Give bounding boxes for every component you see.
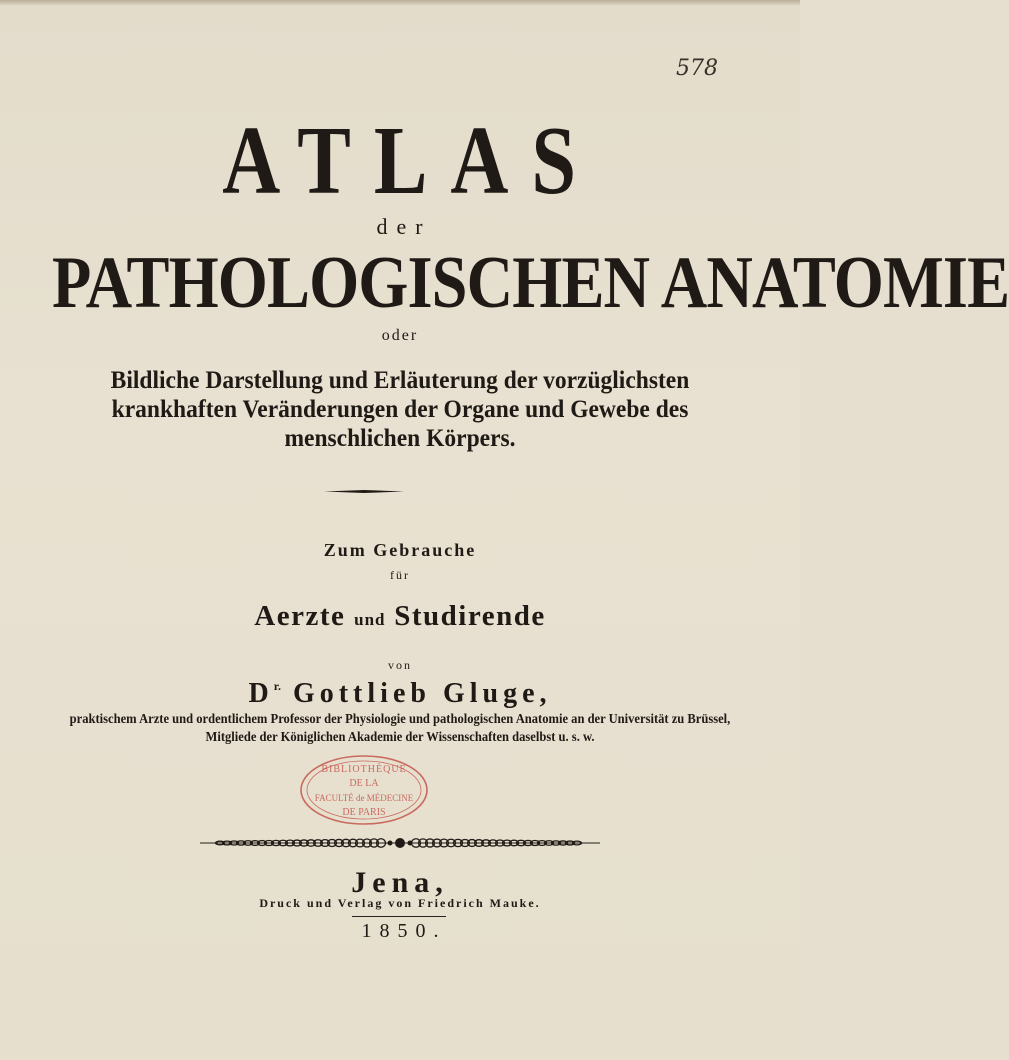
- author-name: Gottlieb Gluge,: [292, 678, 552, 709]
- imprint-publisher: Druck und Verlag von Friedrich Mauke.: [259, 896, 541, 910]
- svg-text:FACULTÉ de MÉDECINE: FACULTÉ de MÉDECINE: [314, 793, 414, 803]
- subtitle-line-1: Bildliche Darstellung und Erläuterung der vorzüglichsten: [110, 367, 690, 394]
- library-stamp: [296, 752, 432, 828]
- subtitle-line-3: menschlichen Körpers.: [284, 425, 516, 452]
- author-description-1: praktischem Arzte und ordentlichem Professor der Physiologie und pathologischen Anatomie an der Universität zu Brüssel,: [69, 711, 731, 726]
- usage-intro: Zum Gebrauche: [323, 540, 477, 560]
- main-title: ATLAS: [222, 107, 600, 215]
- ornamental-rule: [200, 836, 600, 850]
- imprint-place: Jena,: [351, 866, 449, 899]
- audience-part-2: Studirende: [394, 600, 546, 632]
- by-word: von: [388, 658, 412, 672]
- usage-for: für: [390, 568, 410, 582]
- or-word: oder: [381, 327, 419, 344]
- title-connector: der: [376, 214, 432, 239]
- svg-text:DE LA: DE LA: [349, 778, 379, 789]
- svg-text:BIBLIOTHÈQUE: BIBLIOTHÈQUE: [321, 764, 407, 775]
- author-description-2: Mitgliede der Königlichen Akademie der Wissenschaften daselbst u. s. w.: [205, 729, 595, 744]
- subject-title: PATHOLOGISCHEN ANATOMIE: [52, 242, 1009, 324]
- audience-part-1: Aerzte: [254, 600, 346, 632]
- author-title: D: [248, 678, 274, 709]
- audience-and: und: [354, 610, 386, 629]
- page-number: 578: [676, 56, 718, 81]
- page-top-edge: [0, 0, 800, 6]
- author-title-suffix: r.: [273, 679, 281, 693]
- svg-text:DE PARIS: DE PARIS: [342, 807, 386, 818]
- audience-line: [0, 600, 800, 633]
- author-line: [0, 678, 800, 710]
- imprint-year: 1850.: [361, 920, 447, 942]
- decorative-rule: [324, 490, 404, 493]
- year-rule: [352, 916, 446, 917]
- subtitle-line-2: krankhaften Veränderungen der Organe und Gewebe des: [111, 396, 689, 423]
